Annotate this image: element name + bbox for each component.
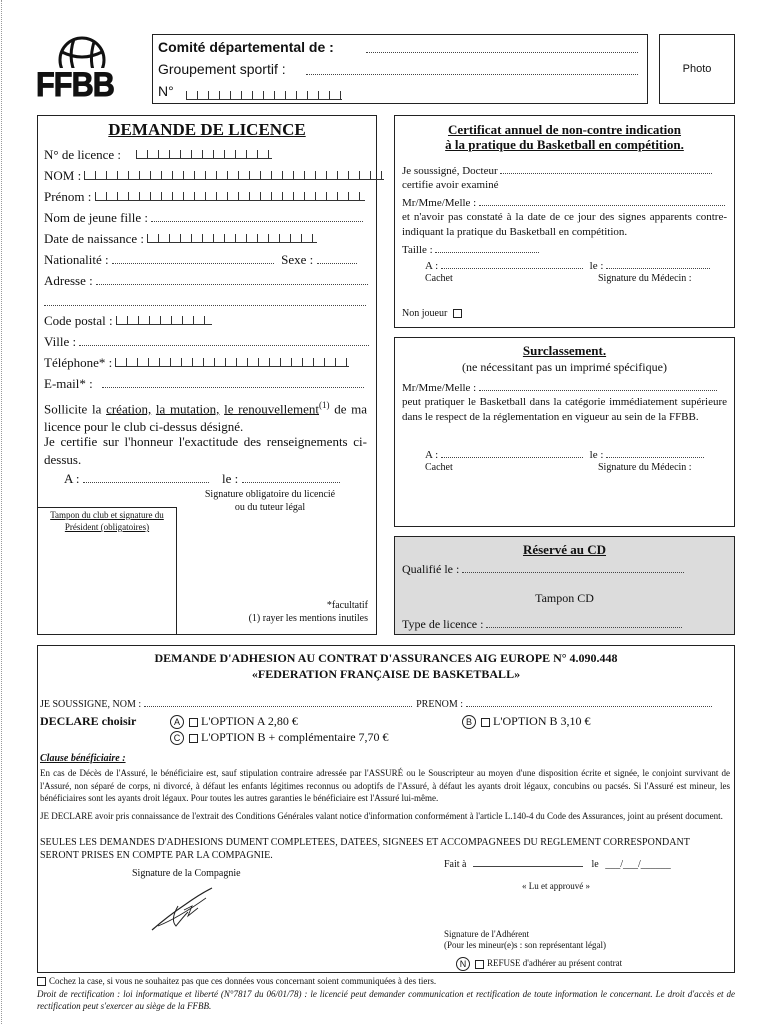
- option-a-row[interactable]: [170, 714, 298, 729]
- fait-le-label: le: [591, 859, 599, 870]
- email-row: [44, 376, 364, 392]
- qualifie-row: [402, 562, 684, 577]
- refuse-checkbox[interactable]: [475, 960, 484, 969]
- sexe-field[interactable]: [317, 253, 357, 264]
- email-label: E-mail* :: [44, 376, 93, 391]
- surclassement-subtitle: (ne nécessitant pas un imprimé spécifique): [462, 360, 667, 374]
- option-c-checkbox[interactable]: [189, 734, 198, 743]
- option-b-circle: B: [462, 715, 476, 729]
- soussigne-nom-label: JE SOUSSIGNE, NOM :: [40, 699, 142, 710]
- non-joueur-checkbox[interactable]: [453, 309, 462, 318]
- constate-text: et n'avoir pas constaté à la date de ce jour des signes apparents contre-indiquant la pratique du Basketball en compétition.: [402, 211, 727, 238]
- surclassement-a-label: A :: [425, 449, 439, 461]
- taille-label: Taille :: [402, 244, 433, 256]
- certificat-le-field[interactable]: [606, 258, 710, 269]
- certificat-a-label: A :: [425, 260, 439, 272]
- soussigne-row: [40, 696, 712, 710]
- qualifie-field[interactable]: [462, 562, 684, 573]
- surclassement-text: peut pratiquer le Basketball dans la catégorie immédiatement supérieure dans le respect de la réglementation en vigueur au sein de la FFBB.: [402, 396, 727, 423]
- mr-mme-field[interactable]: [479, 195, 725, 206]
- nom-label: NOM :: [44, 168, 82, 183]
- soussigne-prenom-field[interactable]: [466, 696, 712, 707]
- certificat-signature-medecin: Signature du Médecin :: [598, 273, 692, 284]
- adresse-field[interactable]: [96, 274, 368, 285]
- refuse-circle: N: [456, 957, 470, 971]
- sexe-label: Sexe :: [281, 252, 314, 267]
- docteur-field[interactable]: [500, 163, 712, 174]
- mutation-option[interactable]: la mutation,: [155, 401, 220, 417]
- signature-adherent-2: (Pour les mineur(e)s : son représentant légal): [444, 940, 606, 950]
- surclassement-le-field[interactable]: [606, 447, 704, 458]
- licence-a-le-row: [64, 471, 340, 487]
- clause-title: Clause bénéficiaire :: [40, 753, 126, 764]
- declare-text: JE DECLARE avoir pris connaissance de l'extrait des Conditions Générales valant notice d'information conformément à l'article L.140-4 du Code des Assurances, joint au présent document.: [40, 811, 723, 821]
- code-postal-label: Code postal :: [44, 313, 113, 328]
- type-licence-row: [402, 617, 682, 632]
- signature-adherent-1: Signature de l'Adhérent: [444, 929, 530, 939]
- groupement-label: Groupement sportif :: [158, 61, 286, 77]
- ville-label: Ville :: [44, 334, 77, 349]
- option-a-circle: A: [170, 715, 184, 729]
- fait-a-label: Fait à: [444, 859, 467, 870]
- photo-label: Photo: [682, 63, 712, 75]
- fait-le-date[interactable]: ___/___/______: [605, 859, 671, 870]
- facultatif-note: *facultatif: [326, 600, 368, 611]
- signature-compagnie: Signature de la Compagnie: [132, 868, 241, 879]
- docteur-label: Je soussigné, Docteur: [402, 165, 498, 177]
- option-b-row[interactable]: [462, 714, 591, 729]
- surclassement-signature-medecin: Signature du Médecin :: [598, 462, 692, 473]
- nationalite-label: Nationalité :: [44, 252, 109, 267]
- prenom-field[interactable]: [95, 192, 365, 201]
- lu-approuve: « Lu et approuvé »: [522, 881, 590, 891]
- ville-row: [44, 334, 369, 350]
- fait-a-row: [444, 856, 671, 870]
- ville-field[interactable]: [79, 335, 369, 346]
- telephone-row: [44, 355, 349, 371]
- nom-jeune-fille-label: Nom de jeune fille :: [44, 210, 148, 225]
- certificat-cachet: Cachet: [425, 273, 453, 284]
- date-naissance-field[interactable]: [147, 234, 317, 243]
- option-c-label: L'OPTION B + complémentaire 7,70 €: [201, 730, 389, 744]
- certificat-le-label: le :: [589, 260, 604, 272]
- nationalite-row: [44, 252, 357, 268]
- reserve-cd-title: Réservé au CD: [522, 542, 607, 557]
- comite-field[interactable]: [366, 40, 638, 58]
- nom-field[interactable]: [84, 171, 384, 180]
- droit-text: Droit de rectification : loi informatique et liberté (N°7817 du 06/01/78) : le licencié peut demander communication et rectification de toute information le concernant. Le droit d'accès et de rectification peut s'exercer au siège de la FFBB.: [37, 989, 735, 1011]
- sollicite-text: Sollicite la création, la mutation, le renouvellement$^{(1)}$ de ma licence pour le club ci-dessus désigné.: [44, 400, 368, 435]
- renouvellement-option[interactable]: le renouvellement: [224, 401, 320, 417]
- date-naissance-row: [44, 231, 317, 247]
- surclassement-mr-mme-field[interactable]: [479, 380, 717, 391]
- le-label: le :: [222, 471, 239, 486]
- code-postal-field[interactable]: [116, 316, 212, 325]
- prenom-row: [44, 189, 365, 205]
- cut-line: [1, 0, 2, 1024]
- surclassement-mr-mme-label: Mr/Mme/Melle :: [402, 382, 477, 394]
- non-joueur-row: [402, 308, 465, 319]
- date-naissance-label: Date de naissance :: [44, 231, 144, 246]
- certificat-a-field[interactable]: [441, 258, 583, 269]
- surclassement-le-label: le :: [589, 449, 604, 461]
- comite-label: Comité départemental de :: [158, 39, 334, 55]
- type-licence-label: Type de licence :: [402, 617, 484, 631]
- refuse-row[interactable]: [456, 957, 622, 971]
- rayer-note: (1) rayer les mentions inutiles: [248, 613, 368, 624]
- mr-mme-label: Mr/Mme/Melle :: [402, 197, 477, 209]
- tampon-cd-label: Tampon CD: [535, 591, 594, 605]
- nom-row: [44, 168, 384, 184]
- signature-note-2: ou du tuteur légal: [234, 502, 306, 513]
- le-field[interactable]: [242, 472, 340, 483]
- groupement-field[interactable]: [306, 62, 638, 80]
- surclassement-mr-mme-row: [402, 380, 717, 394]
- company-signature-image: [148, 886, 218, 934]
- email-field[interactable]: [102, 377, 364, 388]
- clause-text: En cas de Décès de l'Assuré, le bénéficiaire est, sauf stipulation contraire adressée par l'ASSURÉ ou le Souscripteur au moyen d'une disposition écrite et signée, le conjoint survivant de l'Assuré, non séparé de corps, ni divorcé, à défaut les enfants légitimes reconnus ou adoptifs de l'Assuré, à défaut les ayants droit légaux, concubins ou pacsés. Si l'Assuré est mineur, les bénéficiaires sont les ayants droit légaux. Pour toutes les autres garanties le bénéficiaire est l'Assuré lui-même.: [40, 768, 730, 803]
- signature-note-1: Signature obligatoire du licencié: [204, 489, 336, 500]
- logo-text: FFBB: [36, 66, 114, 104]
- nationalite-field[interactable]: [112, 253, 274, 264]
- option-a-label: L'OPTION A 2,80 €: [201, 714, 298, 728]
- surclassement-cachet: Cachet: [425, 462, 453, 473]
- tampon-club-label-1: Tampon du club et signature du: [50, 510, 164, 520]
- prenom-label: Prénom :: [44, 189, 92, 204]
- assurance-title-2: «FEDERATION FRANÇAISE DE BASKETBALL»: [251, 667, 521, 681]
- adresse-field-2[interactable]: [44, 293, 366, 311]
- surclassement-a-le-row: [425, 447, 704, 461]
- seules-text: SEULES LES DEMANDES D'ADHESIONS DUMENT COMPLETEES, DATEES, SIGNEES ET ACCOMPAGNEES DU REGLEMENT CORRESPONDANT SERONT PRISES EN COMPTE PAR LA COMPAGNIE.: [40, 837, 690, 861]
- num-licence-label: N° de licence :: [44, 147, 122, 162]
- certificat-title-1: Certificat annuel de non-contre indication: [447, 122, 682, 137]
- surclassement-title: Surclassement.: [522, 343, 607, 358]
- telephone-label: Téléphone* :: [44, 355, 113, 370]
- assurance-title-1: DEMANDE D'ADHESION AU CONTRAT D'ASSURANCES AIG EUROPE N° 4.090.448: [154, 651, 618, 665]
- soussigne-nom-field[interactable]: [144, 696, 412, 707]
- docteur-row: [402, 163, 712, 177]
- cochez-checkbox[interactable]: [37, 977, 46, 986]
- certificat-a-le-row: [425, 258, 710, 272]
- assurance-box: [37, 645, 735, 973]
- nom-jeune-fille-field[interactable]: [151, 211, 363, 222]
- creation-option[interactable]: création,: [106, 401, 152, 417]
- non-joueur-label: Non joueur: [402, 308, 448, 319]
- numero-field[interactable]: [186, 87, 342, 105]
- option-b-label: L'OPTION B 3,10 €: [493, 714, 591, 728]
- telephone-field[interactable]: [115, 358, 349, 367]
- num-licence-field[interactable]: [136, 150, 272, 159]
- option-a-checkbox[interactable]: [189, 718, 198, 727]
- option-c-circle: C: [170, 731, 184, 745]
- numero-label: N°: [158, 83, 174, 99]
- adresse-row: [44, 273, 368, 289]
- type-licence-field[interactable]: [486, 617, 682, 628]
- nom-jeune-fille-row: [44, 210, 363, 226]
- surclassement-a-field[interactable]: [441, 447, 583, 458]
- fait-a-field[interactable]: [473, 856, 583, 867]
- code-postal-row: [44, 313, 212, 329]
- a-label: A :: [64, 471, 80, 486]
- soussigne-prenom-label: PRENOM :: [416, 699, 464, 710]
- refuse-label: REFUSE d'adhérer au présent contrat: [487, 958, 623, 969]
- certifie-examine: certifie avoir examiné: [402, 179, 499, 191]
- num-licence-row: [44, 147, 272, 163]
- certifie-text: Je certifie sur l'honneur l'exactitude des renseignements ci-dessus.: [44, 434, 367, 467]
- taille-row: [402, 242, 539, 256]
- cochez-row: [37, 976, 436, 986]
- taille-field[interactable]: [435, 242, 539, 253]
- qualifie-label: Qualifié le :: [402, 562, 460, 576]
- adresse-label: Adresse :: [44, 273, 93, 288]
- ffbb-logo: [30, 34, 116, 106]
- licence-title: DEMANDE DE LICENCE: [108, 120, 306, 139]
- mr-mme-row: [402, 195, 725, 209]
- cochez-text: Cochez la case, si vous ne souhaitez pas que ces données vous concernant soient communiquées à des tiers.: [49, 976, 437, 986]
- certificat-title-2: à la pratique du Basketball en compétition.: [445, 137, 684, 152]
- option-c-row[interactable]: [170, 730, 389, 745]
- tampon-club-label-2: Président (obligatoires): [64, 522, 150, 532]
- option-b-checkbox[interactable]: [481, 718, 490, 727]
- declare-choisir: DECLARE choisir: [40, 714, 137, 728]
- a-field[interactable]: [83, 472, 209, 483]
